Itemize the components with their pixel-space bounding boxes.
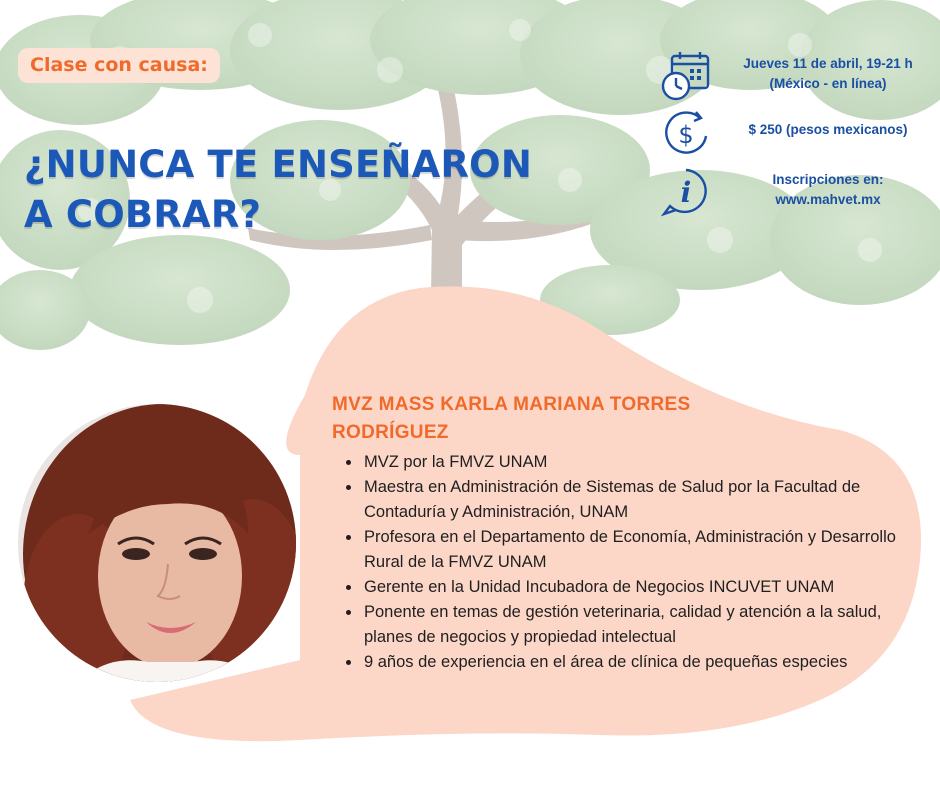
speaker-portrait (18, 404, 296, 682)
svg-text:$: $ (678, 121, 694, 149)
class-tag: Clase con causa: (18, 48, 220, 83)
headline-line-1: ¿NUNCA TE ENSEÑARON (24, 143, 532, 186)
list-item: • Profesora en el Departamento de Economía, Administración y Desarrollo Rural de la FMVZ UNAM (362, 525, 922, 575)
speaker-name (332, 391, 690, 447)
info-icon (660, 166, 712, 218)
date-line-1: Jueves 11 de abril, 19-21 h (743, 56, 913, 71)
headline-line-2: A COBRAR? (24, 193, 262, 236)
info-registration (660, 166, 930, 218)
registration-line-1: Inscripciones en: (772, 172, 884, 187)
registration-text (726, 170, 930, 210)
list-item: • Maestra en Administración de Sistemas de Salud por la Facultad de Contaduría y Administración, UNAM (362, 475, 922, 525)
date-text (726, 54, 930, 94)
registration-link[interactable]: www.mahvet.mx (775, 192, 881, 207)
calendar-clock-icon (660, 50, 712, 102)
dollar-icon (660, 108, 712, 160)
price-text (726, 120, 930, 140)
list-item: • Gerente en la Unidad Incubadora de Negocios INCUVET UNAM (362, 575, 922, 600)
page-title (24, 140, 532, 240)
date-line-2: (México - en línea) (769, 76, 887, 91)
info-date (660, 50, 930, 102)
list-item: • Ponente en temas de gestión veterinaria, calidad y atención a la salud, planes de negocios y propiedad intelectual (362, 600, 922, 650)
speaker-photo (18, 404, 296, 682)
speaker-bullets (342, 450, 922, 675)
price-line-1: $ 250 (pesos mexicanos) (748, 122, 908, 137)
list-item: • 9 años de experiencia en el área de clínica de pequeñas especies (362, 650, 922, 675)
speaker-name-line-2: RODRÍGUEZ (332, 422, 449, 443)
info-price (660, 108, 930, 160)
speaker-name-line-1: MVZ MASS KARLA MARIANA TORRES (332, 394, 691, 415)
list-item: • MVZ por la FMVZ UNAM (362, 450, 922, 475)
svg-text:i: i (680, 176, 692, 209)
